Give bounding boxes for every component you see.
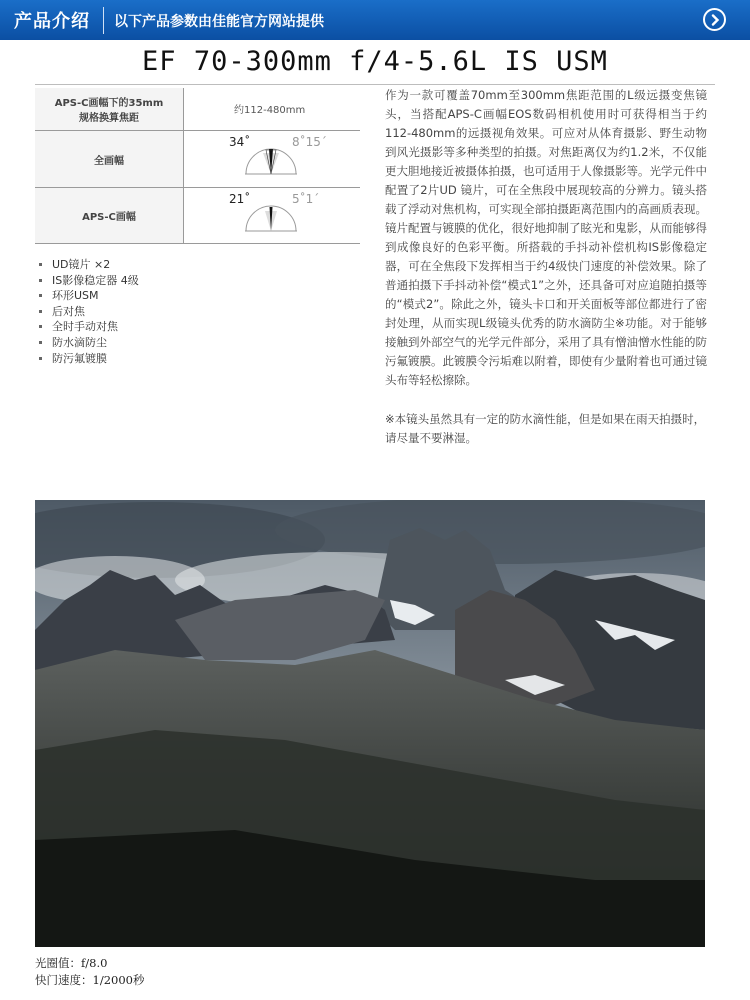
- angle-tele-value: 8˚15´: [292, 135, 327, 149]
- table-row: [35, 188, 360, 244]
- angle-tele-value: 5˚1´: [292, 192, 320, 206]
- chevron-right-icon: [709, 14, 721, 26]
- angle-of-view-icon: [244, 145, 298, 175]
- table-row: [35, 88, 360, 131]
- table-row: [35, 131, 360, 188]
- spec-label: [35, 88, 184, 131]
- angle-of-view-icon: [244, 202, 298, 232]
- shutter-label: 快门速度：: [35, 973, 93, 987]
- angle-wide-value: 21˚: [229, 192, 251, 206]
- spec-label-line: APS-C画幅下的35mm: [54, 98, 164, 109]
- list-item: 防水滴防尘: [38, 335, 139, 351]
- list-item: IS影像稳定器 4级: [38, 273, 139, 289]
- spec-value-cell: [184, 88, 361, 131]
- feature-list: [38, 257, 139, 366]
- spec-value-cell: [184, 188, 361, 244]
- spec-label: APS-C画幅: [35, 188, 184, 244]
- weather-note: ※本镜头虽然具有一定的防水滴性能，但是如果在雨天拍摄时，请尽量不要淋湿。: [385, 412, 706, 445]
- shutter-value: 1/2000秒: [92, 973, 145, 987]
- spec-table: [35, 88, 360, 244]
- aperture-info: [35, 955, 107, 971]
- list-item: UD镜片 ×2: [38, 257, 139, 273]
- list-item: 环形USM: [38, 288, 139, 304]
- aperture-value: f/8.0: [81, 956, 108, 970]
- header-divider: [103, 7, 104, 34]
- spec-label-line: 规格换算焦距: [79, 113, 139, 124]
- spec-value-cell: [184, 131, 361, 188]
- product-description: 作为一款可覆盖70mm至300mm焦距范围的L级远摄变焦镜头，当搭配APS-C画幅EOS数码相机使用时可获得相当于约112-480mm的远摄视角效果。可应对从体育摄影、野生动物到风光摄影等多种类型的拍摄。对焦距离仅为约1.2米，不仅能更大胆地接近被摄体拍摄，也可适用于人像摄影等。光学元件中配置了2片UD 镜片，可在全焦段中展现较高的分辨力。镜头搭载了浮动对焦机构，可实现全部拍摄距离范围内的高画质表现。镜片配置与镀膜的优化，很好地抑制了眩光和鬼影，从而能够得到成像良好的色彩平衡。所搭载的手抖动补偿机构IS影像稳定器，可在全焦段下发挥相当于约4级快门速度的补偿效果。除了普通拍摄下手抖动补偿“模式1”之外，还具备可对应追随拍摄等的“模式2”。除此之外，镜头卡口和开关面板等部位都进行了密封处理，从而实现L级镜头优秀的防水滴防尘※功能。对于能够接触到外部空气的光学元件部分，采用了具有憎油憎水性能的防污氟镀膜。此镀膜令污垢难以附着，即使有少量附着也可通过镜头布等轻松擦除。: [385, 88, 707, 387]
- shutter-info: [35, 972, 144, 988]
- header-bar: [0, 0, 750, 40]
- list-item: 后对焦: [38, 304, 139, 320]
- title-divider: [35, 84, 715, 85]
- list-item: 防污氟镀膜: [38, 351, 139, 367]
- focal-length-value: 约112-480mm: [234, 105, 306, 116]
- next-button[interactable]: [703, 8, 726, 31]
- header-subtitle: 以下产品参数由佳能官方网站提供: [114, 14, 324, 30]
- product-title: EF 70-300mm f/4-5.6L IS USM: [142, 46, 608, 77]
- sample-photo: [35, 500, 705, 947]
- section-title: 产品介绍: [14, 11, 90, 32]
- angle-wide-value: 34˚: [229, 135, 251, 149]
- list-item: 全时手动对焦: [38, 319, 139, 335]
- spec-label: 全画幅: [35, 131, 184, 188]
- aperture-label: 光圈值：: [35, 956, 81, 970]
